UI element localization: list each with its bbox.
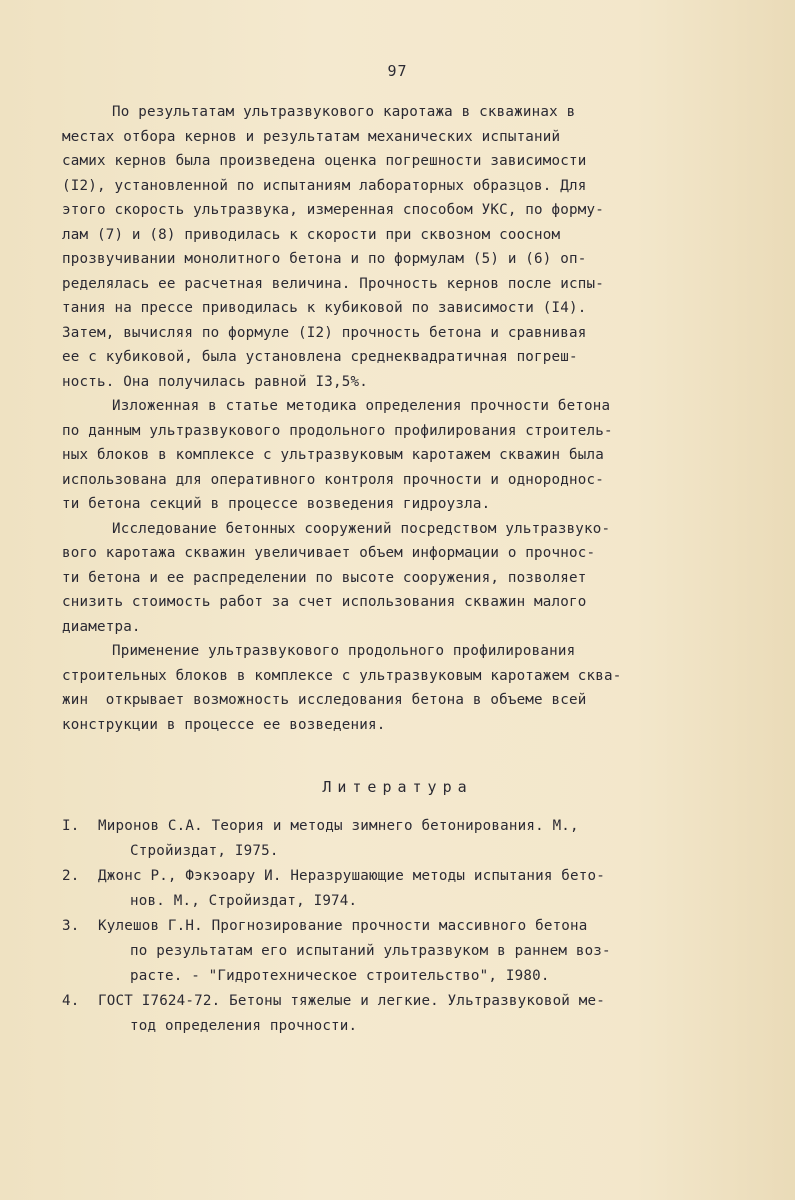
text-line: снизить стоимость работ за счет использования скважин малого	[62, 594, 587, 610]
text-line: По результатам ультразвукового каротажа в скважинах в	[112, 104, 576, 120]
text-line: местах отбора кернов и результатам механических испытаний	[62, 128, 561, 145]
text-line: Изложенная в статье методика определения прочности бетона	[112, 398, 611, 414]
text-line: лам (7) и (8) приводилась к скорости при сквозном соосном	[62, 226, 561, 243]
reference-item	[62, 814, 722, 864]
reference-line: Кулешов Г.Н. Прогнозирование прочности массивного бетона	[98, 918, 588, 934]
page-number: 97	[387, 62, 408, 80]
reference-number: 3.	[62, 918, 80, 934]
text-line: самих кернов была произведена оценка погрешности зависимости	[62, 153, 587, 169]
text-line: (I2), установленной по испытаниям лабораторных образцов. Для	[62, 177, 587, 194]
reference-line: ГОСТ I7624-72. Бетоны тяжелые и легкие. Ультразвуковой ме-	[98, 993, 606, 1009]
text-line: Исследование бетонных сооружений посредством ультразвуко-	[112, 520, 611, 537]
reference-line: тод определения прочности.	[130, 1018, 358, 1034]
reference-item	[62, 864, 722, 914]
text-line: жин открывает возможность исследования бетона в объеме всей	[62, 692, 587, 708]
text-line: этого скорость ультразвука, измеренная способом УКС, по форму-	[62, 202, 604, 218]
text-line: ных блоков в комплексе с ультразвуковым каротажем скважин была	[62, 447, 604, 463]
references-heading: Литература	[322, 778, 473, 796]
reference-line: Стройиздат, I975.	[130, 843, 279, 859]
body-text	[62, 100, 712, 737]
text-line: Применение ультразвукового продольного профилирования	[112, 643, 576, 659]
text-line: конструкции в процессе ее возведения.	[62, 716, 386, 733]
text-line: Затем, вычисляя по формуле (I2) прочность бетона и сравнивая	[62, 324, 587, 341]
reference-item	[62, 989, 722, 1039]
text-line: вого каротажа скважин увеличивает объем информации о прочнос-	[62, 545, 596, 561]
text-line: использована для оперативного контроля прочности и однороднос-	[62, 471, 604, 488]
text-line: ность. Она получилась равной I3,5%.	[62, 373, 368, 390]
reference-line: Миронов С.А. Теория и методы зимнего бетонирования. М.,	[98, 818, 579, 834]
text-line: по данным ультразвукового продольного профилирования строитель-	[62, 422, 613, 439]
references-list	[62, 814, 722, 1039]
text-line: ее с кубиковой, была установлена среднеквадратичная погреш-	[62, 349, 578, 365]
text-line: строительных блоков в комплексе с ультразвуковым каротажем сква-	[62, 667, 622, 684]
text-line: ти бетона секций в процессе возведения гидроузла.	[62, 496, 491, 512]
reference-number: 4.	[62, 993, 80, 1009]
reference-number: I.	[62, 818, 80, 834]
text-line: тания на прессе приводилась к кубиковой по зависимости (I4).	[62, 300, 587, 316]
reference-line: расте. - "Гидротехническое строительство", I980.	[130, 968, 550, 984]
text-line: диаметра.	[62, 618, 141, 635]
text-line: ределялась ее расчетная величина. Прочность кернов после испы-	[62, 275, 604, 292]
reference-line: Джонс Р., Фэкэоару И. Неразрушающие методы испытания бето-	[98, 868, 606, 884]
reference-number: 2.	[62, 868, 80, 884]
reference-line: нов. М., Стройиздат, I974.	[130, 893, 358, 909]
reference-item	[62, 914, 722, 989]
text-line: ти бетона и ее распределении по высоте сооружения, позволяет	[62, 569, 587, 586]
text-line: прозвучивании монолитного бетона и по формулам (5) и (6) оп-	[62, 251, 587, 267]
reference-line: по результатам его испытаний ультразвуком в раннем воз-	[130, 943, 611, 959]
